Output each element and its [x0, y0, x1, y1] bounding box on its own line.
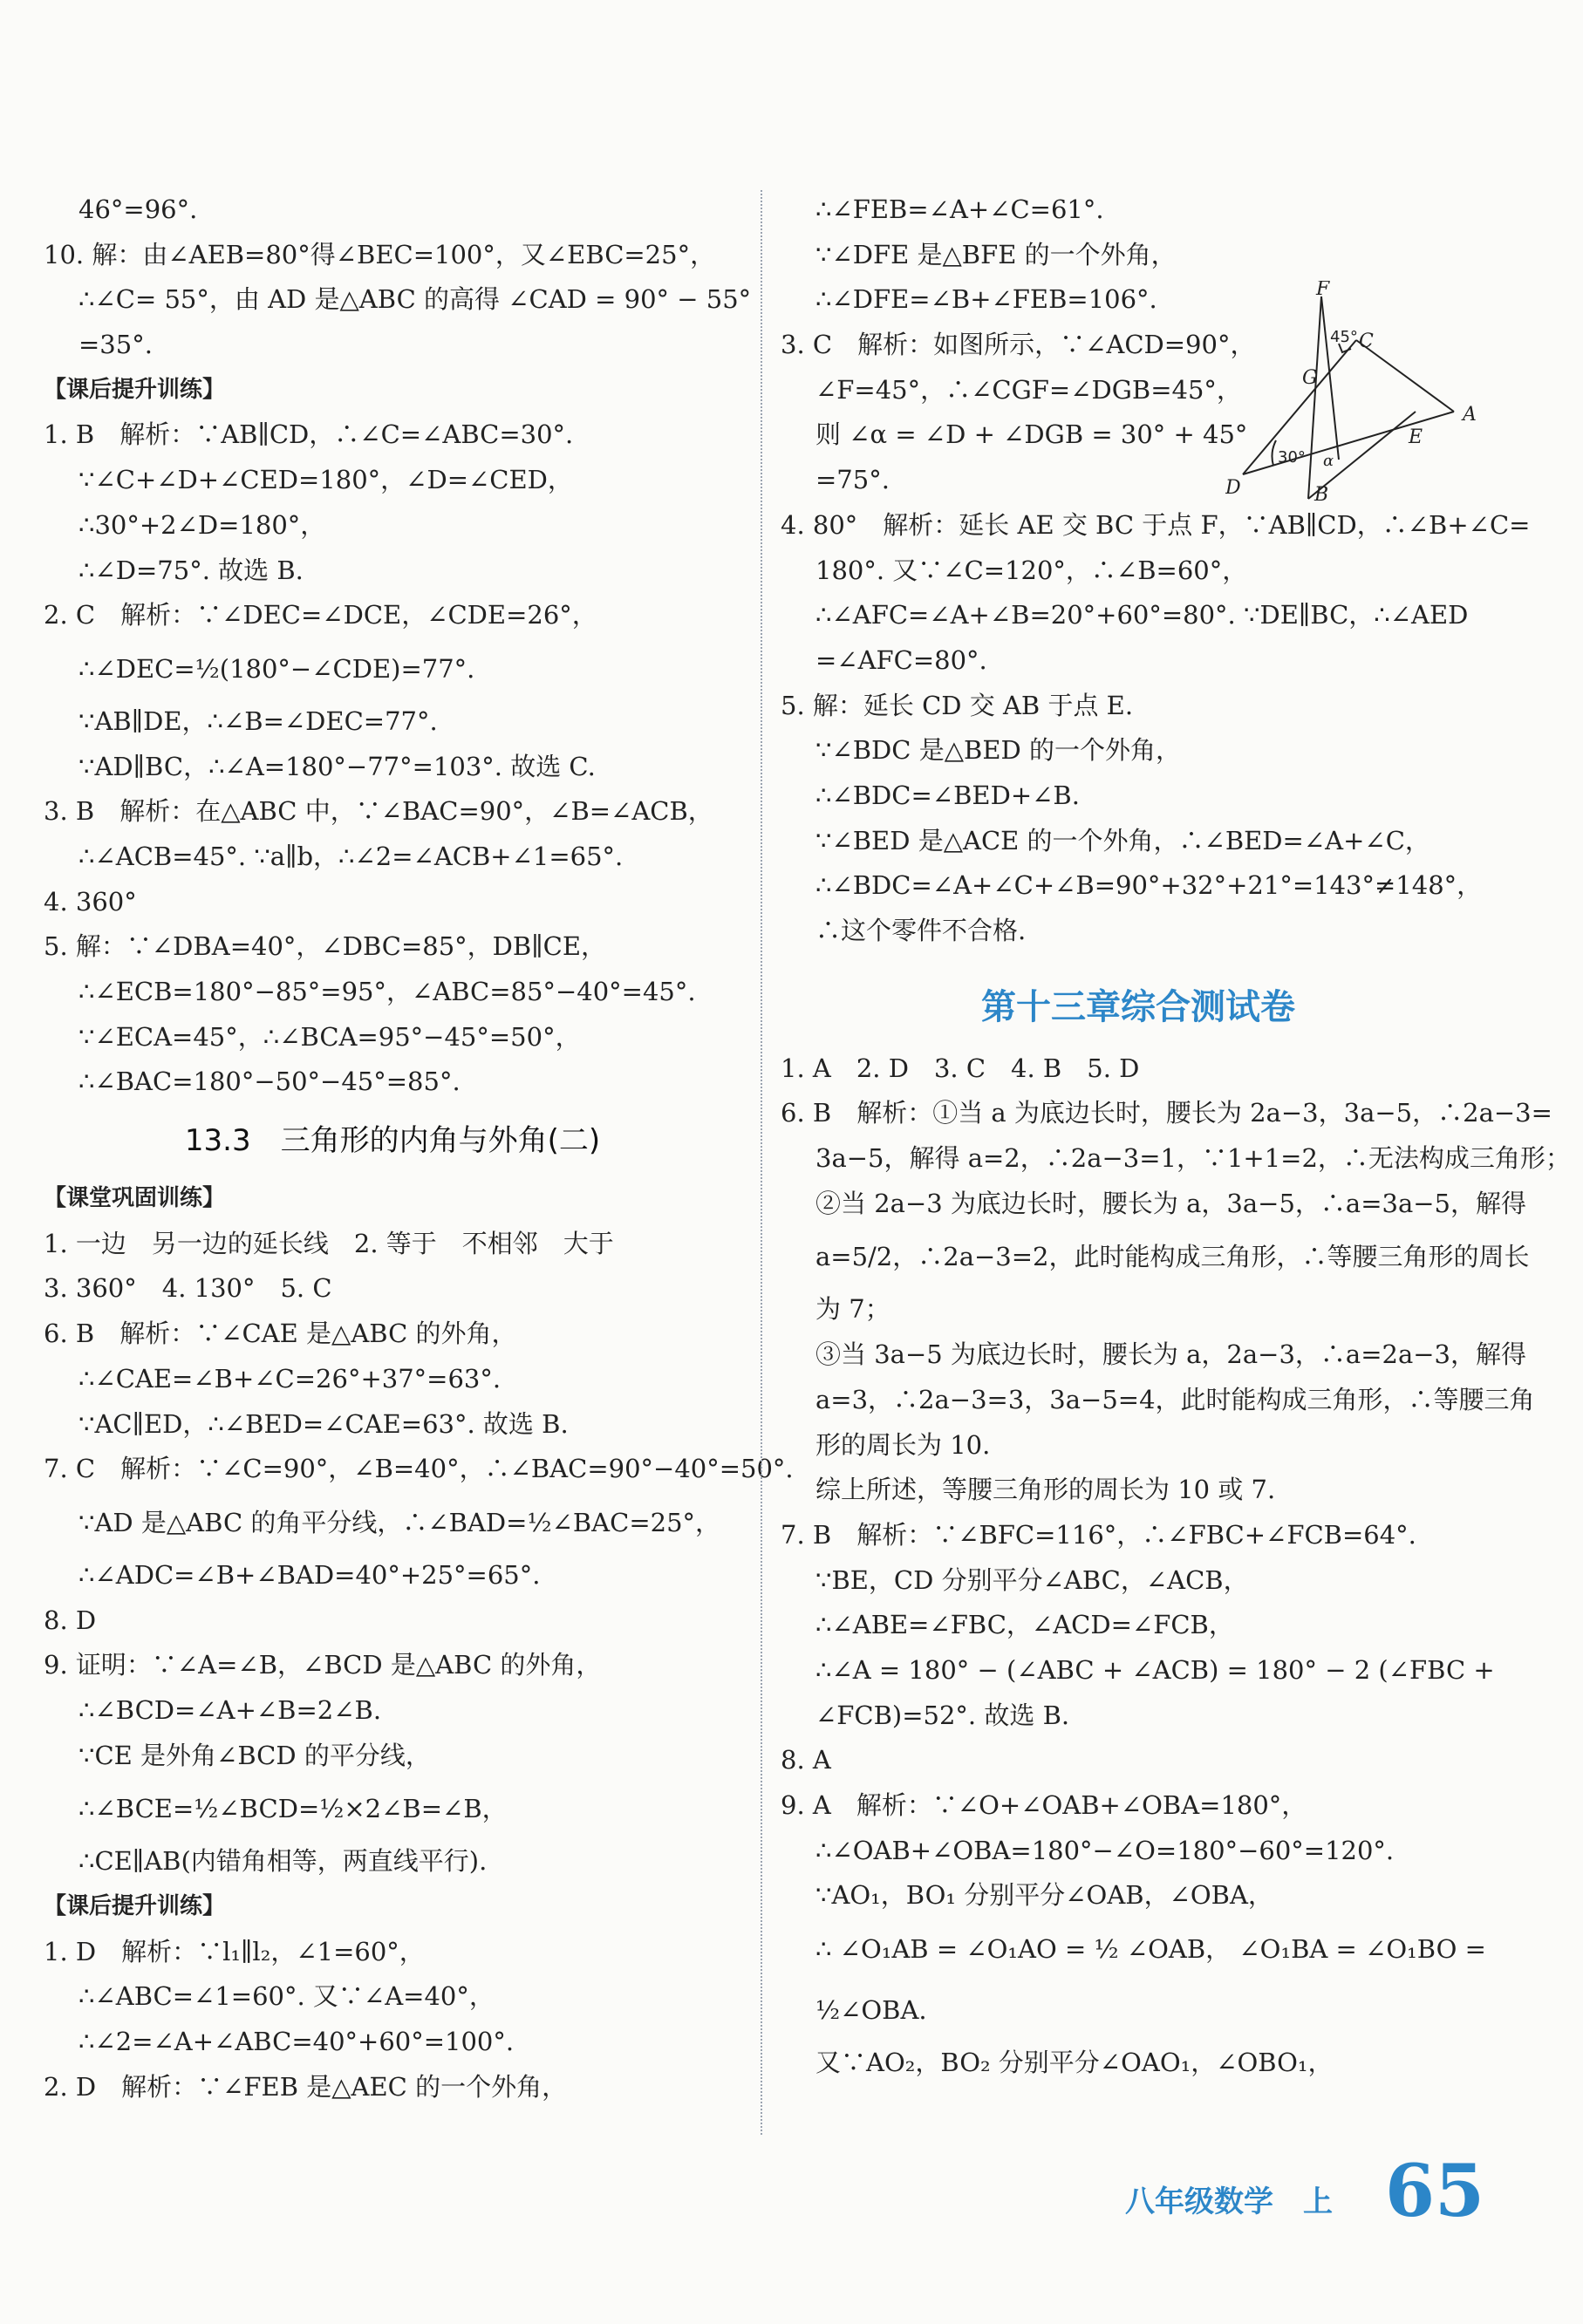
answer-line: 10. 解：由∠AEB=80°得∠BEC=100°，又∠EBC=25°， — [44, 239, 716, 269]
answer-line: 则 ∠α = ∠D + ∠DGB = 30° + 45° — [815, 419, 1248, 450]
answer-line: 5. 解：∵∠DBA=40°，∠DBC=85°，DB∥CE， — [44, 931, 606, 962]
answer-line: 8. D — [44, 1605, 97, 1635]
label-F: F — [1316, 281, 1330, 300]
label-30: 30° — [1278, 448, 1306, 467]
answer-line: ∵AC∥ED，∴∠BED=∠CAE=63°. 故选 B. — [78, 1408, 569, 1439]
answer-line: ½∠OBA. — [815, 1995, 927, 2026]
answer-line: ∵∠DFE 是△BFE 的一个外角， — [815, 239, 1177, 269]
answer-line: 8. A — [781, 1745, 831, 1775]
answer-line: ∴ ∠O₁AB = ∠O₁AO = ½ ∠OAB， ∠O₁BA = ∠O₁BO = — [815, 1934, 1486, 1965]
answer-line: ∴∠2=∠A+∠ABC=40°+60°=100°. — [78, 2027, 515, 2057]
answer-line: 180°. 又∵∠C=120°，∴∠B=60°， — [815, 555, 1248, 585]
answer-line: 6. B 解析：①当 a 为底边长时，腰长为 2a−3，3a−5，∴2a−3= — [781, 1098, 1552, 1128]
answer-line: a=3，∴2a−3=3，3a−5=4，此时能构成三角形，∴等腰三角 — [815, 1384, 1535, 1414]
answer-line: 7. B 解析：∵∠BFC=116°，∴∠FBC+∠FCB=64°. — [781, 1519, 1416, 1550]
answer-line: 4. 360° — [44, 886, 137, 917]
answer-line: ∴CE∥AB(内错角相等，两直线平行). — [78, 1846, 488, 1877]
answer-line: 3. 360° 4. 130° 5. C — [44, 1273, 332, 1304]
answer-line: 1. D 解析：∵l₁∥l₂，∠1=60°， — [44, 1936, 425, 1966]
answer-line: 6. B 解析：∵∠CAE 是△ABC 的外角， — [44, 1319, 517, 1349]
answer-line: ∵∠BED 是△ACE 的一个外角，∴∠BED=∠A+∠C， — [815, 825, 1430, 855]
answer-line: ∴∠A = 180° − (∠ABC + ∠ACB) = 180° − 2 (∠FBC + — [815, 1654, 1495, 1685]
page-number: 65 — [1385, 2150, 1485, 2233]
answer-line: ∴∠BCD=∠A+∠B=2∠B. — [78, 1694, 382, 1725]
section-tag: 【课后提升训练】 — [44, 1893, 226, 1919]
answer-line: 5. 解：延长 CD 交 AB 于点 E. — [781, 690, 1134, 720]
answer-line: ∴∠OAB+∠OBA=180°−∠O=180°−60°=120°. — [815, 1835, 1395, 1865]
answer-line: 9. A 解析：∵∠O+∠OAB+∠OBA=180°， — [781, 1790, 1307, 1820]
answer-line: ∴∠FEB=∠A+∠C=61°. — [815, 194, 1104, 224]
answer-line: ∠FCB)=52°. 故选 B. — [815, 1700, 1070, 1730]
answer-line: ∴∠ADC=∠B+∠BAD=40°+25°=65°. — [78, 1559, 541, 1590]
answer-line: ∵AD 是△ABC 的角平分线，∴∠BAD=½∠BAC=25°， — [78, 1507, 721, 1537]
answer-line: ∴∠ECB=180°−85°=95°，∠ABC=85°−40°=45°. — [78, 977, 696, 1006]
answer-line: 2. C 解析：∵∠DEC=∠DCE，∠CDE=26°， — [44, 600, 597, 630]
label-E: E — [1409, 426, 1423, 448]
answer-line: ∵AB∥DE，∴∠B=∠DEC=77°. — [78, 705, 438, 736]
answer-line: ∴30°+2∠D=180°， — [78, 509, 326, 540]
left-answer-column — [44, 187, 794, 2109]
answer-line: ∴∠DFE=∠B+∠FEB=106°. — [815, 284, 1157, 315]
label-A: A — [1463, 404, 1477, 426]
answer-line: ∴∠BDC=∠BED+∠B. — [815, 780, 1080, 810]
chapter-title: 第十三章综合测试卷 — [981, 986, 1295, 1027]
answer-line: ∴∠AFC=∠A+∠B=20°+60°=80°. ∵DE∥BC，∴∠AED — [815, 600, 1469, 630]
answer-line: ∵AO₁，BO₁ 分别平分∠OAB，∠OBA， — [815, 1880, 1273, 1911]
answer-line: =∠AFC=80°. — [815, 644, 987, 675]
label-B: B — [1314, 484, 1329, 503]
answer-line: ②当 2a−3 为底边长时，腰长为 a，3a−5，∴a=3a−5，解得 — [815, 1188, 1527, 1218]
answer-line: 综上所述，等腰三角形的周长为 10 或 7. — [815, 1475, 1276, 1505]
answer-line: ∴∠BDC=∠A+∠C+∠B=90°+32°+21°=143°≠148°， — [815, 870, 1483, 901]
answer-line: 3a−5，解得 a=2，∴2a−3=1，∵1+1=2，∴无法构成三角形； — [815, 1143, 1571, 1174]
answer-line: ∵∠ECA=45°，∴∠BCA=95°−45°=50°， — [78, 1021, 581, 1052]
answer-line: 1. A 2. D 3. C 4. B 5. D — [781, 1053, 1140, 1083]
answer-line: ∴∠C= 55°，由 AD 是△ABC 的高得 ∠CAD = 90° − 55° — [78, 284, 752, 315]
answer-line: =75°. — [815, 465, 890, 495]
section-tag: 【课堂巩固训练】 — [44, 1185, 226, 1212]
label-D: D — [1225, 477, 1241, 499]
answer-line: ∵∠C+∠D+∠CED=180°，∠D=∠CED， — [78, 465, 573, 495]
answer-line: ∠F=45°，∴∠CGF=∠DGB=45°， — [815, 374, 1242, 405]
answer-line: ∴∠D=75°. 故选 B. — [78, 555, 304, 585]
footer-grade-label: 八年级数学 上 — [1125, 2184, 1333, 2219]
answer-line: 4. 80° 解析：延长 AE 交 BC 于点 F，∵AB∥CD，∴∠B+∠C= — [781, 509, 1531, 540]
answer-line: 又∵AO₂，BO₂ 分别平分∠OAO₁，∠OBO₁， — [815, 2048, 1334, 2078]
label-45: 45° — [1330, 328, 1358, 346]
answer-line: 46°=96°. — [78, 194, 198, 224]
answer-line: 9. 证明：∵∠A=∠B，∠BCD 是△ABC 的外角， — [44, 1650, 602, 1680]
column-divider — [761, 190, 762, 2135]
answer-line: ∴∠BAC=180°−50°−45°=85°. — [78, 1067, 461, 1097]
answer-line: ∴∠CAE=∠B+∠C=26°+37°=63°. — [78, 1363, 502, 1394]
label-C: C — [1359, 331, 1374, 352]
answer-line: 1. B 解析：∵AB∥CD，∴∠C=∠ABC=30°. — [44, 419, 574, 450]
answer-line: 为 7； — [815, 1294, 890, 1325]
label-G: G — [1302, 367, 1318, 389]
answer-line: ∴∠BCE=½∠BCD=½×2∠B=∠B， — [78, 1794, 508, 1824]
label-alpha: α — [1323, 452, 1334, 470]
answer-line: ∴∠ABC=∠1=60°. 又∵∠A=40°， — [78, 1981, 495, 2012]
answer-line: ∴∠DEC=½(180°−∠CDE)=77°. — [78, 653, 475, 684]
section-title: 13.3 三角形的内角与外角(二) — [184, 1123, 601, 1159]
answer-line: 形的周长为 10. — [815, 1429, 991, 1460]
answer-line: 2. D 解析：∵∠FEB 是△AEC 的一个外角， — [44, 2071, 568, 2102]
answer-line: 1. 一边 另一边的延长线 2. 等于 不相邻 大于 — [44, 1228, 614, 1258]
answer-line: ③当 3a−5 为底边长时，腰长为 a，2a−3，∴a=2a−3，解得 — [815, 1339, 1527, 1370]
answer-line: ∴∠ACB=45°. ∵a∥b，∴∠2=∠ACB+∠1=65°. — [78, 841, 624, 871]
answer-line: 3. B 解析：在△ABC 中，∵∠BAC=90°，∠B=∠ACB， — [44, 796, 713, 827]
answer-line: ∵CE 是外角∠BCD 的平分线， — [78, 1740, 431, 1770]
answer-line: =35°. — [78, 330, 153, 360]
answer-line: a=5/2，∴2a−3=2，此时能构成三角形，∴等腰三角形的周长 — [815, 1242, 1530, 1272]
answer-line: 7. C 解析：∵∠C=90°，∠B=40°，∴∠BAC=90°−40°=50°. — [44, 1454, 794, 1484]
answer-line: 3. C 解析：如图所示，∵∠ACD=90°， — [781, 330, 1256, 360]
answer-line: ∵BE，CD 分别平分∠ABC，∠ACB， — [815, 1564, 1249, 1595]
answer-line: ∵∠BDC 是△BED 的一个外角， — [815, 735, 1181, 766]
answer-line: ∴∠ABE=∠FBC，∠ACD=∠FCB， — [815, 1610, 1234, 1640]
section-tag: 【课后提升训练】 — [44, 376, 226, 403]
geometry-figure — [1225, 281, 1487, 503]
answer-line: ∵AD∥BC，∴∠A=180°−77°=103°. 故选 C. — [78, 751, 596, 781]
answer-line: ∴这个零件不合格. — [815, 916, 1027, 945]
